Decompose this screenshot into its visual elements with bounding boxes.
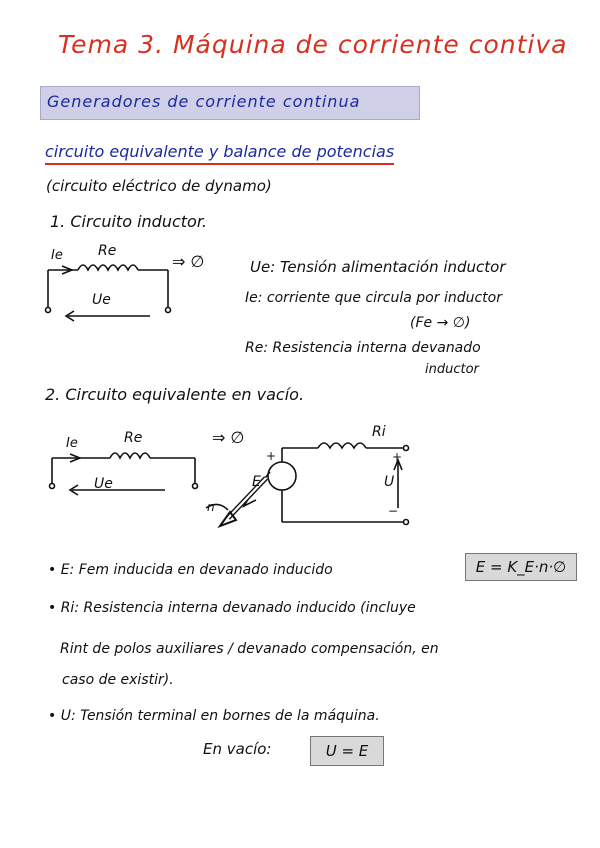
def-re-symbol: Re: (245, 340, 269, 356)
item2-heading: 2. Circuito equivalente en vacío. (45, 385, 305, 404)
e-label: E (252, 474, 261, 490)
re-label-1: Re (98, 243, 117, 259)
def-ie-text: corriente que circula por inductor (266, 290, 502, 306)
u-label: U (384, 474, 395, 490)
def-ie-symbol: Ie: (245, 290, 263, 306)
page-title: Tema 3. Máquina de corriente contiva (58, 30, 568, 59)
def-ie-note: (Fe → ∅) (410, 315, 471, 331)
item1-heading: 1. Circuito inductor. (50, 212, 208, 231)
ie-label-1: Ie (51, 248, 63, 263)
bullet-ri-cont2: caso de existir). (62, 672, 174, 688)
ue-label-2: Ue (94, 476, 113, 492)
flux-label-2: ⇒ ∅ (212, 428, 245, 447)
def-ue (250, 258, 506, 276)
bullet-u: • U: Tensión terminal en bornes de la máquina. (48, 708, 380, 724)
def-re-text: Resistencia interna devanado (272, 340, 481, 356)
section-heading-text: Generadores de corriente continua (47, 92, 361, 111)
dynamo-note: (circuito eléctrico de dynamo) (46, 177, 272, 195)
formula-vacio: U = E (310, 736, 384, 766)
bullet-ri-cont1: Rint de polos auxiliares / devanado compensación, en (60, 641, 439, 657)
ue-label-1: Ue (92, 292, 111, 308)
formula-e: E = K_E·n·∅ (465, 553, 577, 581)
def-re-cont: inductor (425, 362, 479, 377)
ri-label: Ri (372, 424, 386, 440)
vacio-label: En vacío: (203, 740, 272, 758)
minus-label: − (388, 504, 399, 518)
def-ue-text: Tensión alimentación inductor (280, 258, 506, 276)
def-ue-symbol: Ue: (250, 258, 276, 276)
re-label-2: Re (124, 430, 143, 446)
def-ie (245, 290, 502, 306)
def-re (245, 340, 481, 356)
bullet-ri: • Ri: Resistencia interna devanado inducido (incluye (48, 600, 416, 616)
flux-label-1: ⇒ ∅ (172, 252, 205, 271)
plus-label-2: + (392, 450, 403, 464)
subsection-heading: circuito equivalente y balance de potencias (45, 142, 394, 165)
bullet-e: • E: Fem inducida en devanado inducido (48, 562, 333, 578)
n-label: n (207, 500, 215, 514)
plus-label-1: + (266, 449, 277, 463)
ie-label-2: Ie (66, 436, 78, 451)
